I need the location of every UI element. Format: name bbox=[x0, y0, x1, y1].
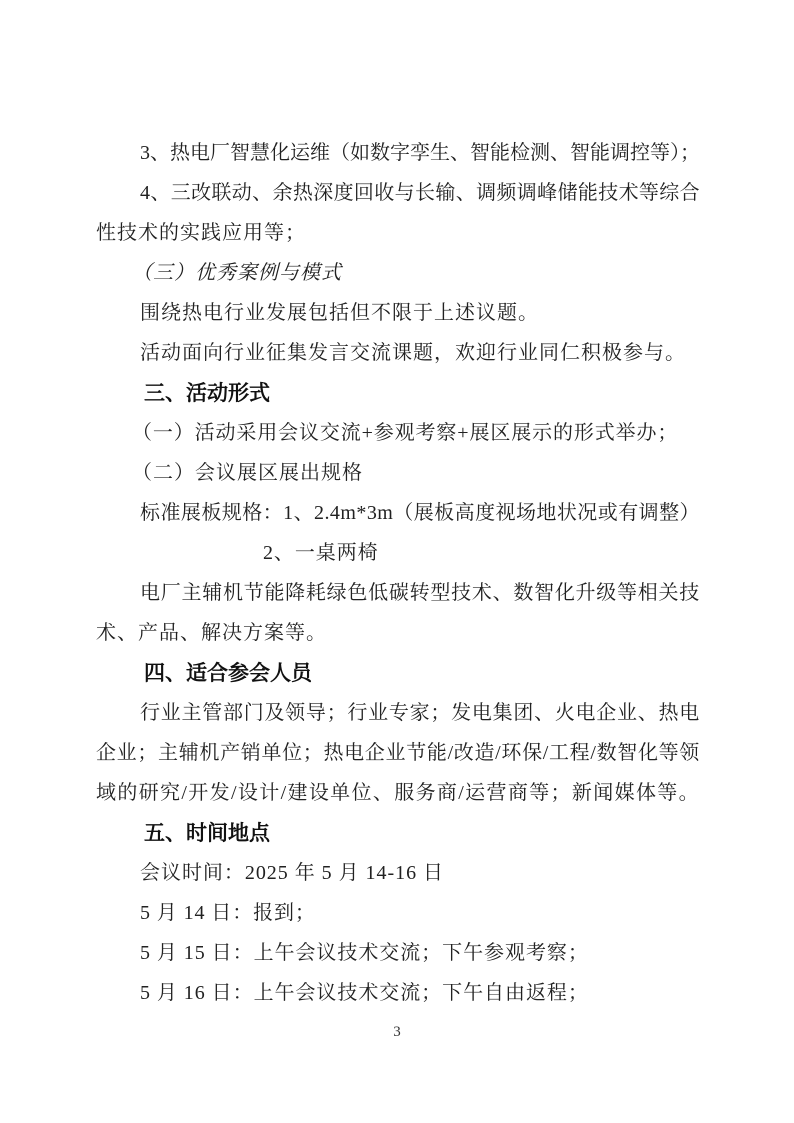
line-text: 五、时间地点 bbox=[144, 821, 270, 845]
line-text: 域的研究/开发/设计/建设单位、服务商/运营商等；新闻媒体等。 bbox=[96, 782, 700, 804]
line-text: （一）活动采用会议交流+参观考察+展区展示的形式举办； bbox=[132, 422, 679, 444]
text-line-17 bbox=[96, 773, 700, 813]
line-text: 企业；主辅机产销单位；热电企业节能/改造/环保/工程/数智化等领 bbox=[96, 742, 700, 764]
text-line-21 bbox=[96, 933, 700, 973]
line-text: 活动面向行业征集发言交流课题，欢迎行业同仁积极参与。 bbox=[140, 342, 686, 364]
line-text: （二）会议展区展出规格 bbox=[132, 462, 363, 484]
line-text: 4、三改联动、余热深度回收与长输、调频调峰储能技术等综合 bbox=[140, 182, 700, 204]
text-line-18 bbox=[96, 813, 700, 853]
line-text: 5 月 15 日：上午会议技术交流；下午参观考察； bbox=[140, 942, 589, 964]
text-line-7 bbox=[96, 373, 700, 413]
line-text: 电厂主辅机节能降耗绿色低碳转型技术、数智化升级等相关技 bbox=[140, 582, 700, 604]
text-line-14 bbox=[96, 653, 700, 693]
text-line-12 bbox=[96, 573, 700, 613]
line-text: 行业主管部门及领导；行业专家；发电集团、火电企业、热电 bbox=[140, 702, 700, 724]
text-line-11 bbox=[96, 533, 700, 573]
line-text: 性技术的实践应用等； bbox=[96, 222, 306, 244]
line-text: 3、热电厂智慧化运维（如数字孪生、智能检测、智能调控等）； bbox=[140, 142, 700, 164]
text-line-9 bbox=[96, 453, 700, 493]
line-text: 会议时间：2025 年 5 月 14-16 日 bbox=[140, 862, 444, 884]
page-number: 3 bbox=[393, 1024, 401, 1040]
line-text: （三）优秀案例与模式 bbox=[132, 262, 342, 284]
document-body bbox=[96, 133, 700, 1013]
text-line-16 bbox=[96, 733, 700, 773]
text-line-13 bbox=[96, 613, 700, 653]
text-line-10 bbox=[96, 493, 700, 533]
line-text: 术、产品、解决方案等。 bbox=[96, 622, 327, 644]
text-line-19 bbox=[96, 853, 700, 893]
text-line-5 bbox=[96, 293, 700, 333]
text-line-8 bbox=[96, 413, 700, 453]
text-line-4 bbox=[96, 253, 700, 293]
line-text: 5 月 14 日：报到； bbox=[140, 902, 316, 924]
line-text: 5 月 16 日：上午会议技术交流；下午自由返程； bbox=[140, 982, 589, 1004]
text-line-20 bbox=[96, 893, 700, 933]
text-line-15 bbox=[96, 693, 700, 733]
line-text: 三、活动形式 bbox=[144, 381, 270, 405]
text-line-22 bbox=[96, 973, 700, 1013]
line-text: 标准展板规格：1、2.4m*3m（展板高度视场地状况或有调整） bbox=[140, 502, 700, 524]
line-text: 围绕热电行业发展包括但不限于上述议题。 bbox=[140, 302, 539, 324]
text-line-6 bbox=[96, 333, 700, 373]
text-line-1 bbox=[96, 133, 700, 173]
line-text: 2、一桌两椅 bbox=[263, 542, 379, 564]
line-text: 四、适合参会人员 bbox=[144, 661, 312, 685]
text-line-3 bbox=[96, 213, 700, 253]
text-line-2 bbox=[96, 173, 700, 213]
